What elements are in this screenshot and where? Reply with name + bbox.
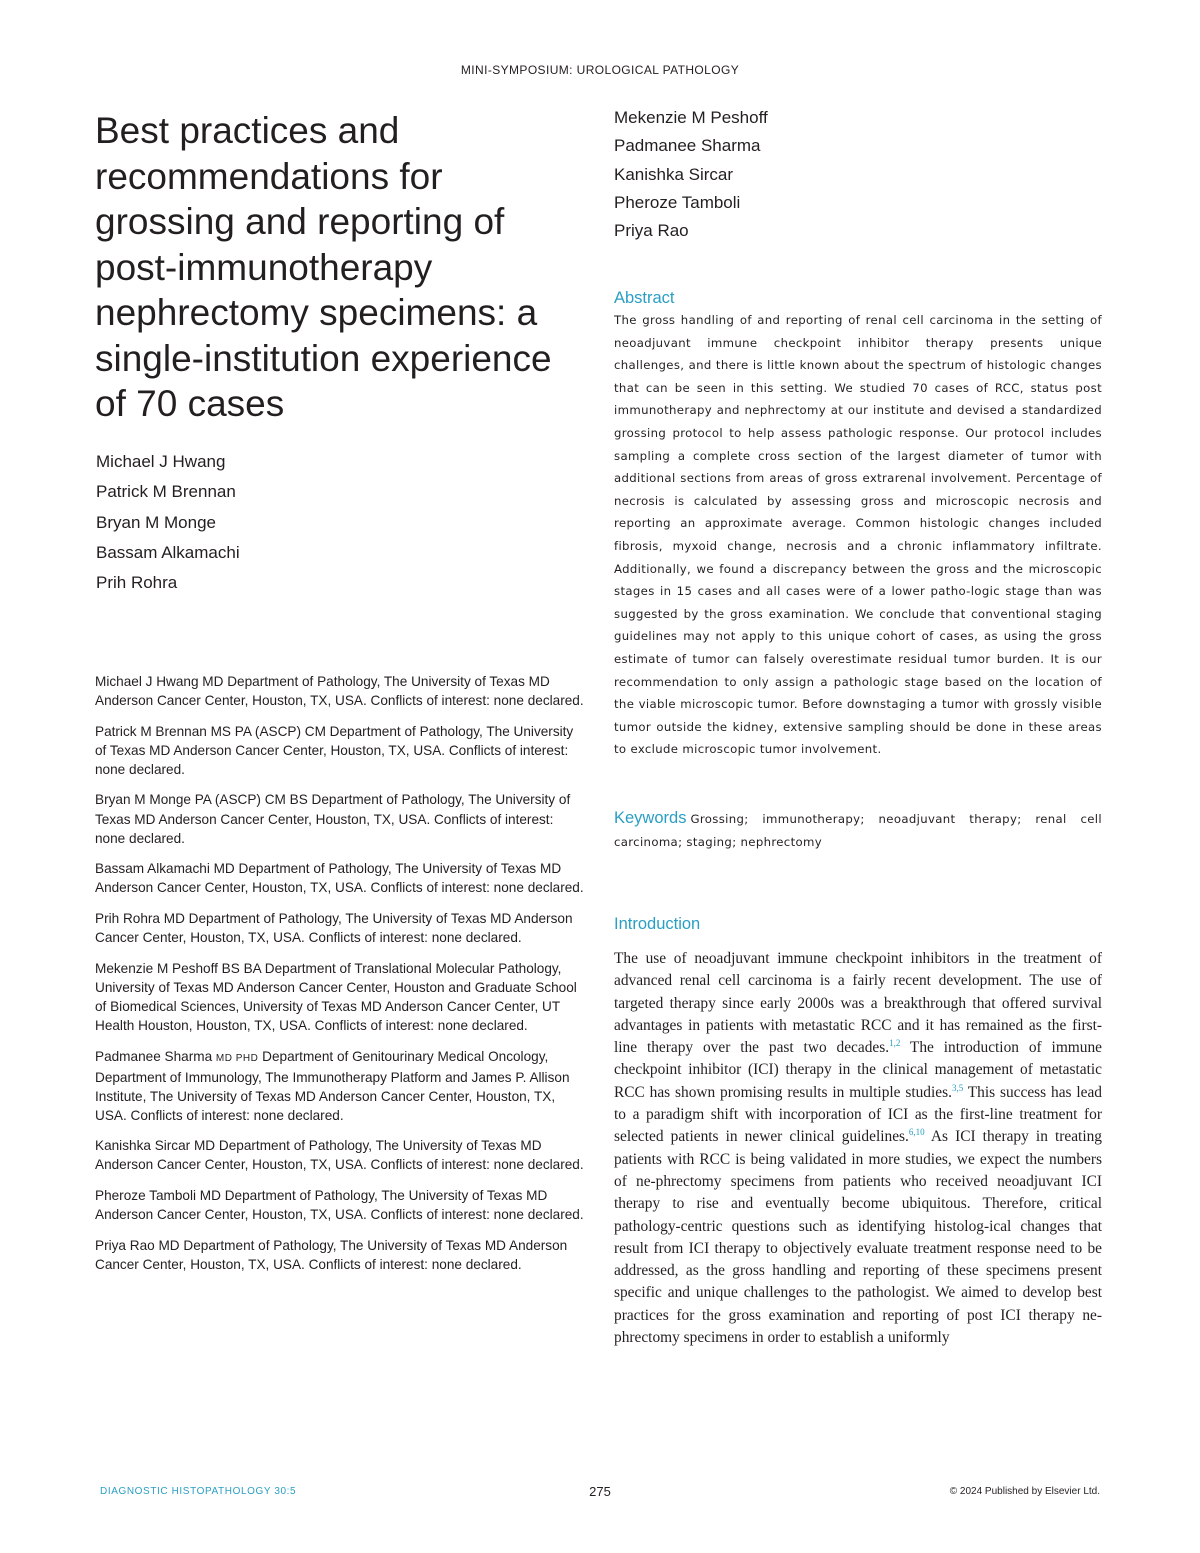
affiliation: Prih Rohra MD Department of Pathology, The University of Texas MD Anderson Cancer Center, Houston, TX, USA. Conflicts of interest: none declared. bbox=[95, 910, 573, 946]
keywords-text: Grossing; immunotherapy; neoadjuvant therapy; renal cell carcinoma; staging; nephrectomy bbox=[614, 812, 1102, 849]
author-name: Kanishka Sircar bbox=[614, 164, 734, 184]
intro-text-part: This success has lead to a paradigm shift with incorporation of ICI as the first-line treatment for selected patients in newer clinical guidelines. bbox=[614, 1083, 1103, 1146]
author-name: Mekenzie M Peshoff bbox=[614, 108, 768, 127]
author-name: Patrick M Brennan bbox=[96, 482, 236, 502]
author-name: Bryan M Monge bbox=[96, 512, 216, 532]
article-title: Best practices and recommendations for grossing and reporting of post-immunotherapy nephrectomy specimens: a single-institution experience of 70 cases bbox=[95, 110, 552, 424]
affiliation: Patrick M Brennan MS PA (ASCP) CM Department of Pathology, The University of Texas MD Anderson Cancer Center, Houston, TX, USA. Conflicts of interest: none declared. bbox=[95, 723, 574, 777]
author-list-left bbox=[96, 447, 456, 598]
affiliation: Bassam Alkamachi MD Department of Pathology, The University of Texas MD Anderson Cancer Center, Houston, TX, USA. Conflicts of interest: none declared. bbox=[95, 861, 584, 896]
affiliation: Kanishka Sircar MD Department of Pathology, The University of Texas MD Anderson Cancer Center, Houston, TX, USA. Conflicts of interest: none declared. bbox=[95, 1138, 584, 1173]
affiliation: Bryan M Monge PA (ASCP) CM BS Department of Pathology, The University of Texas MD Anderson Cancer Center, Houston, TX, USA. Conflicts of interest: none declared. bbox=[95, 792, 571, 846]
citation-link[interactable]: 6,10 bbox=[908, 1127, 925, 1138]
journal-name: DIAGNOSTIC HISTOPATHOLOGY 30:5 bbox=[100, 1486, 297, 1497]
affiliation bbox=[95, 1047, 585, 1125]
affiliation-detail: Department of Genitourinary Medical Oncology, Department of Immunology, The Immunotherapy Platform and James P. Allison Institute, The University of Texas MD Anderson Cancer Center, Houston, TX, USA. Conflicts of interest: none declared. bbox=[95, 1048, 570, 1123]
abstract-heading: Abstract bbox=[614, 289, 675, 307]
author-name: Michael J Hwang bbox=[96, 452, 226, 471]
author-name: Bassam Alkamachi bbox=[96, 542, 240, 562]
citation-link[interactable]: 1,2 bbox=[889, 1038, 901, 1049]
affiliation: Mekenzie M Peshoff BS BA Department of Translational Molecular Pathology, University of Texas MD Anderson Cancer Center, Houston and Graduate School of Biomedical Sciences, University of Texas MD Anderson Cancer Center, UT Health Houston, Houston, TX, USA. Conflicts of interest: none declared. bbox=[95, 960, 577, 1033]
affiliation-degree: MD PHD bbox=[215, 1052, 259, 1064]
affiliations-block bbox=[95, 672, 585, 1285]
keywords bbox=[614, 807, 1102, 853]
keywords-label: Keywords bbox=[614, 809, 687, 827]
page-number: 275 bbox=[589, 1484, 611, 1499]
author-list-right bbox=[614, 104, 974, 245]
affiliation: Priya Rao MD Department of Pathology, The University of Texas MD Anderson Cancer Center, Houston, TX, USA. Conflicts of interest: none declared. bbox=[95, 1237, 568, 1272]
intro-text-part: As ICI therapy in treating patients with RCC is being validated in more studies, we expect the numbers of ne-phrectomy specimens from patients who received neoadjuvant ICI therapy to rise and eventually become ubiquitous. Therefore, critical pathology-centric questions such as identifying histolog-ical changes that result from ICI therapy to objectively evaluate treatment response need to be addressed, as the gross handling and reporting of these specimens present specific and unique challenges to the pathologist. We aimed to develop best practices for the gross examination and reporting of post ICI therapy ne-phrectomy specimens in order to establish a uniformly bbox=[614, 1128, 1102, 1347]
affiliation: Michael J Hwang MD Department of Pathology, The University of Texas MD Anderson Cancer Center, Houston, TX, USA. Conflicts of interest: none declared. bbox=[95, 674, 584, 709]
author-name: Padmanee Sharma bbox=[614, 136, 761, 156]
running-header: MINI-SYMPOSIUM: UROLOGICAL PATHOLOGY bbox=[460, 63, 740, 77]
intro-text-part: The introduction of immune checkpoint inhibitor (ICI) therapy in the clinical management of metastatic RCC has shown promising results in multiple studies. bbox=[614, 1039, 1102, 1101]
copyright-notice: © 2024 Published by Elsevier Ltd. bbox=[949, 1486, 1100, 1497]
affiliation: Pheroze Tamboli MD Department of Pathology, The University of Texas MD Anderson Cancer Center, Houston, TX, USA. Conflicts of interest: none declared. bbox=[95, 1188, 584, 1223]
introduction-heading: Introduction bbox=[614, 915, 701, 933]
introduction-text bbox=[614, 948, 1102, 1349]
author-name: Prih Rohra bbox=[96, 573, 178, 593]
abstract-text: The gross handling of and reporting of renal cell carcinoma in the setting of neoadjuvant immune checkpoint inhibitor therapy presents unique challenges, and there is little known about the spectrum of histologic changes that can be seen in this setting. We studied 70 cases of RCC, status post immunotherapy and nephrectomy at our institute and devised a standardized grossing protocol to help assess pathologic response. Our protocol includes sampling a complete cross section of the largest diameter of tumor with additional sections from areas of gross extrarenal involvement. Percentage of necrosis is calculated by assessing gross and microscopic necrosis and reporting an approximate average. Common histologic changes included fibrosis, myxoid change, necrosis and a chronic inflammatory infiltrate. Additionally, we found a discrepancy between the gross and the microscopic stages in 15 cases and all cases were of a lower patho-logic stage than was suggested by the gross examination. We conclude that conventional staging guidelines may not apply to this unique cohort of cases, as using the gross estimate of tumor can falsely overestimate residual tumor burden. It is our recommendation to only assign a pathologic stage based on the location of the viable microscopic tumor. Before downstaging a tumor with grossly visible tumor outside the kidney, extensive sampling should be done in these areas to exclude microscopic tumor involvement. bbox=[614, 313, 1102, 757]
author-name: Pheroze Tamboli bbox=[614, 192, 741, 212]
intro-text-part: The use of neoadjuvant immune checkpoint inhibitors in the treatment of advanced renal cell carcinoma is a fairly recent development. The use of targeted therapy since early 2000s was a breakthrough that offered survival advantages in patients with metastatic RCC and it has remained as the first-line therapy over the past two decades. bbox=[614, 950, 1102, 1057]
author-name: Priya Rao bbox=[614, 221, 689, 241]
affiliation-name: Padmanee Sharma bbox=[95, 1048, 213, 1064]
citation-link[interactable]: 3,5 bbox=[951, 1082, 964, 1093]
